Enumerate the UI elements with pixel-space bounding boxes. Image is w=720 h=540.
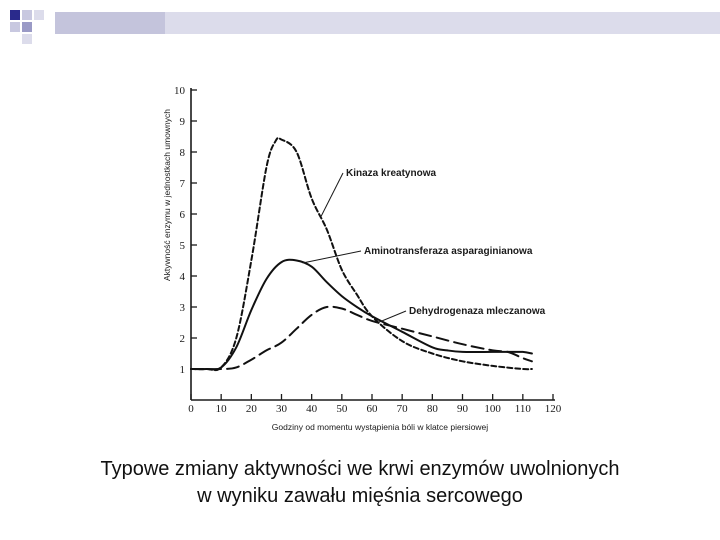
x-tick-label: 80 <box>426 403 438 415</box>
y-tick-label: 1 <box>179 364 185 376</box>
caption-line-1: Typowe zmiany aktywności we krwi enzymów uwolnionych <box>100 458 620 480</box>
slide-caption <box>0 456 720 510</box>
annotation-label-2: Aminotransferaza asparaginianowa <box>364 246 533 257</box>
x-tick-label: 100 <box>484 403 501 415</box>
annotation-label-3: Dehydrogenaza mleczanowa <box>409 306 546 317</box>
x-tick-label: 0 <box>188 403 194 415</box>
x-tick-label: 70 <box>396 403 408 415</box>
y-tick-label: 3 <box>179 302 185 314</box>
caption-line-2: w wyniku zawału mięśnia sercowego <box>197 485 523 507</box>
annotation-leader-2 <box>303 251 361 263</box>
x-tick-label: 40 <box>306 403 318 415</box>
y-tick-label: 5 <box>179 240 185 252</box>
annotation-leader-3 <box>378 311 406 323</box>
chart-annotations <box>303 168 546 323</box>
x-tick-label: 30 <box>276 403 287 415</box>
x-tick-label: 120 <box>544 403 562 415</box>
chart-axes <box>162 85 562 432</box>
annotation-label-1: Kinaza kreatynowa <box>346 168 437 179</box>
y-tick-label: 10 <box>174 85 185 97</box>
y-tick-label: 9 <box>179 116 185 128</box>
x-tick-label: 50 <box>336 403 348 415</box>
y-tick-label: 6 <box>179 209 185 221</box>
x-tick-label: 110 <box>514 403 531 415</box>
y-tick-label: 8 <box>179 147 185 159</box>
annotation-leader-1 <box>321 173 343 217</box>
y-tick-label: 7 <box>179 178 185 190</box>
x-tick-label: 90 <box>457 403 468 415</box>
y-tick-label: 2 <box>179 333 185 345</box>
x-tick-label: 20 <box>245 403 257 415</box>
y-tick-label: 4 <box>179 271 185 283</box>
y-axis-label: Aktywność enzymu w jednostkach umownych <box>162 109 172 281</box>
x-tick-label: 60 <box>366 403 378 415</box>
x-tick-label: 10 <box>215 403 227 415</box>
x-axis-label: Godziny od momentu wystąpienia bóli w klatce piersiowej <box>271 422 489 432</box>
